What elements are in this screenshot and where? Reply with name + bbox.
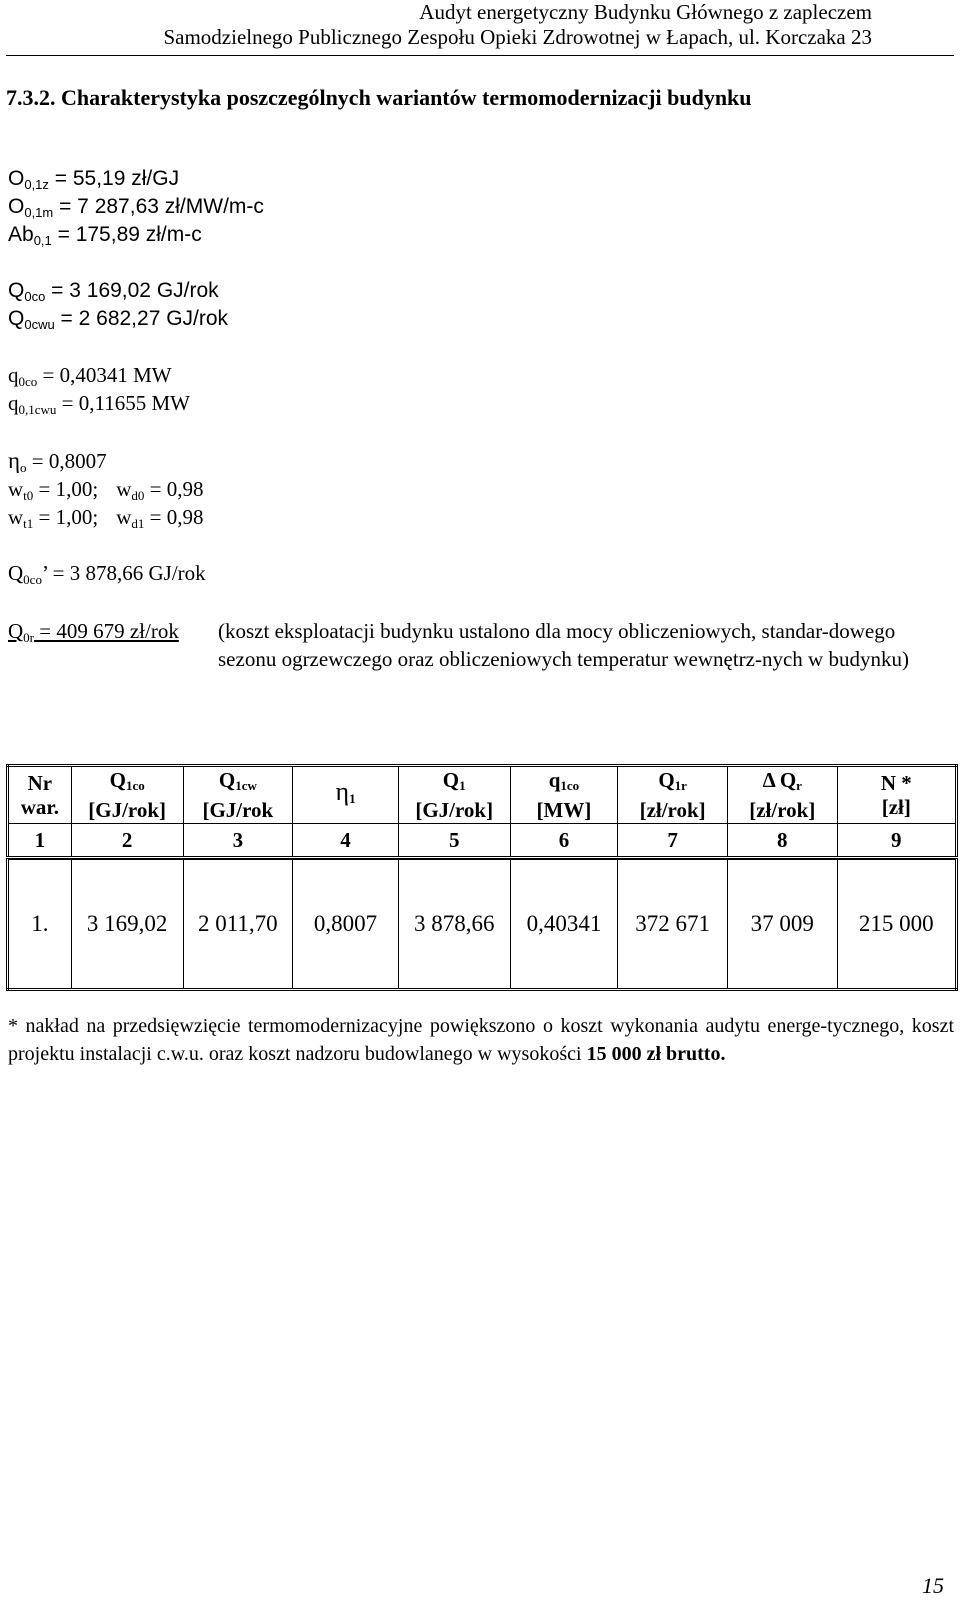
col-header-nr: Nr war. bbox=[8, 766, 72, 824]
col-header-q1co: $Q_{1co}$ [GJ/rok] bbox=[71, 766, 183, 824]
param-eta-o: $\eta_o = 0,8007$ bbox=[8, 448, 107, 475]
col-number: 3 bbox=[183, 824, 293, 858]
col-header-q1r: $Q_{1r}$ [zł/rok] bbox=[618, 766, 728, 824]
col-header-q1: $Q_1$ [GJ/rok] bbox=[398, 766, 510, 824]
cell-q1co: 3 169,02 bbox=[71, 860, 183, 990]
col-number: 2 bbox=[71, 824, 183, 858]
table-header-row bbox=[8, 766, 957, 824]
footnote bbox=[8, 1012, 954, 1068]
col-number: 6 bbox=[510, 824, 618, 858]
cell-delta-qr: 37 009 bbox=[727, 860, 837, 990]
col-number: 5 bbox=[398, 824, 510, 858]
param-o01m: $O_{0,1m} = 7$ 287,63 zł/MW/m-c bbox=[8, 195, 264, 220]
col-header-eta1: $\eta_1$ bbox=[293, 766, 399, 824]
cell-q1cw: 2 011,70 bbox=[183, 860, 293, 990]
variants-table bbox=[6, 764, 958, 991]
header-rule bbox=[6, 55, 954, 56]
col-number: 1 bbox=[8, 824, 72, 858]
col-number: 7 bbox=[618, 824, 728, 858]
column-number-row bbox=[8, 824, 957, 858]
param-ab01: $Ab_{0,1} = 175,89$ zł/m-c bbox=[8, 223, 202, 248]
col-number: 8 bbox=[727, 824, 837, 858]
cell-q1r: 372 671 bbox=[618, 860, 728, 990]
col-header-q1co-small: $q_{1co}$ [MW] bbox=[510, 766, 618, 824]
param-w-line-2: $w_{t1} = 1,00$; $w_{d1} = 0,98$ bbox=[8, 505, 204, 531]
cell-n: 215 000 bbox=[837, 860, 956, 990]
table-row bbox=[8, 860, 957, 990]
param-w-line-1: $w_{t0} = 1,00$; $w_{d0} = 0,98$ bbox=[8, 477, 204, 503]
cell-variant-nr: 1. bbox=[8, 860, 72, 990]
footnote-amount: 15 000 zł brutto. bbox=[586, 1043, 726, 1065]
running-header bbox=[163, 0, 872, 50]
cell-q1co-small: 0,40341 bbox=[510, 860, 618, 990]
col-header-q1cw: $Q_{1cw}$ [GJ/rok bbox=[183, 766, 293, 824]
header-line-1: Audyt energetyczny Budynku Głównego z zapleczem bbox=[419, 0, 872, 24]
param-q-small-01cwu: $q_{0,1cwu} = 0,11655$ MW bbox=[8, 391, 190, 417]
cell-eta1: 0,8007 bbox=[293, 860, 399, 990]
footnote-text: * nakład na przedsięwzięcie termomodernizacyjne powiększono o koszt wykonania audytu energe-tycznego, koszt projektu instalacji c.w.u. oraz koszt nadzoru budowlanego w wysokości bbox=[8, 1015, 954, 1065]
param-q-small-0co: $q_{0co} = 0,40341$ MW bbox=[8, 363, 172, 389]
param-q0co: $Q_{0co} = 3$ 169,02 GJ/rok bbox=[8, 279, 219, 304]
col-header-n: N * [zł] bbox=[837, 766, 956, 824]
cell-q1: 3 878,66 bbox=[398, 860, 510, 990]
col-number: 9 bbox=[837, 824, 956, 858]
col-header-delta-qr: Δ $Q_r$ [zł/rok] bbox=[727, 766, 837, 824]
param-q0co-prime: $Q_{0co}$’ = 3 878,66 GJ/rok bbox=[8, 561, 206, 587]
param-q0cwu: $Q_{0cwu} = 2$ 682,27 GJ/rok bbox=[8, 307, 229, 332]
param-o01z: $O_{0,1z} = 55,19$ zł/GJ bbox=[8, 167, 180, 192]
col-number: 4 bbox=[293, 824, 399, 858]
param-q0r: $Q_{0r} = 409$ 679 zł/rok (koszt eksploatacji budynku ustalono dla mocy obliczeniowych, standar-dowego sezonu ogrzewczego oraz obliczeniowych temperatur wewnętrz-nych w budynku) bbox=[8, 617, 954, 717]
header-line-2: Samodzielnego Publicznego Zespołu Opieki Zdrowotnej w Łapach, ul. Korczaka 23 bbox=[163, 25, 872, 49]
q0r-note: (koszt eksploatacji budynku ustalono dla mocy obliczeniowych, standar-dowego sezonu ogrzewczego oraz obliczeniowych temperatur wewnętrz-nych w budynku) bbox=[218, 619, 909, 671]
section-title: 7.3.2. Charakterystyka poszczególnych wariantów termomodernizacji budynku bbox=[6, 85, 752, 110]
page-number: 15 bbox=[922, 1573, 944, 1598]
